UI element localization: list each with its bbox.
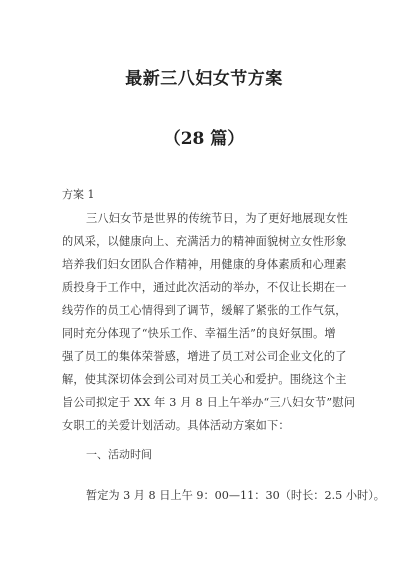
paragraph-line: 同时充分体现了“快乐工作、幸福生活”的良好氛围。增 (62, 327, 336, 340)
section-heading: 一、活动时间 (86, 448, 152, 461)
paragraph (62, 207, 358, 437)
paragraph-line: 三八妇女节是世界的传统节日，为了更好地展现女性 (86, 212, 348, 225)
time-line: 暂定为 3 月 8 日上午 9：00—11：30（时长：2.5 小时）。 (86, 489, 385, 502)
paragraph-line: 线劳作的员工心情得到了调节，缓解了紧张的工作气氛， (62, 304, 347, 317)
document-subtitle: （28 篇） (163, 129, 245, 149)
paragraph-line: 女职工的关爱计划活动。具体活动方案如下： (62, 419, 290, 432)
paragraph-line: 培养我们妇女团队合作精神，用健康的身体素质和心理素 (62, 258, 347, 271)
document-title: 最新三八妇女节方案 (125, 69, 283, 89)
paragraph-line: 质投身于工作中，通过此次活动的举办，不仅让长期在一 (62, 281, 347, 294)
paragraph-line: 解，使其深切体会到公司对员工关心和爱护。围绕这个主 (62, 373, 347, 386)
paragraph-line: 强了员工的集体荣誉感，增进了员工对公司企业文化的了 (62, 350, 347, 363)
paragraph-line: 的风采，以健康向上、充满活力的精神面貌树立女性形象 (62, 235, 347, 248)
section-label: 方案 1 (62, 188, 95, 201)
paragraph-line: 旨公司拟定于 XX 年 3 月 8 日上午举办“三八妇女节”慰问 (62, 396, 356, 409)
